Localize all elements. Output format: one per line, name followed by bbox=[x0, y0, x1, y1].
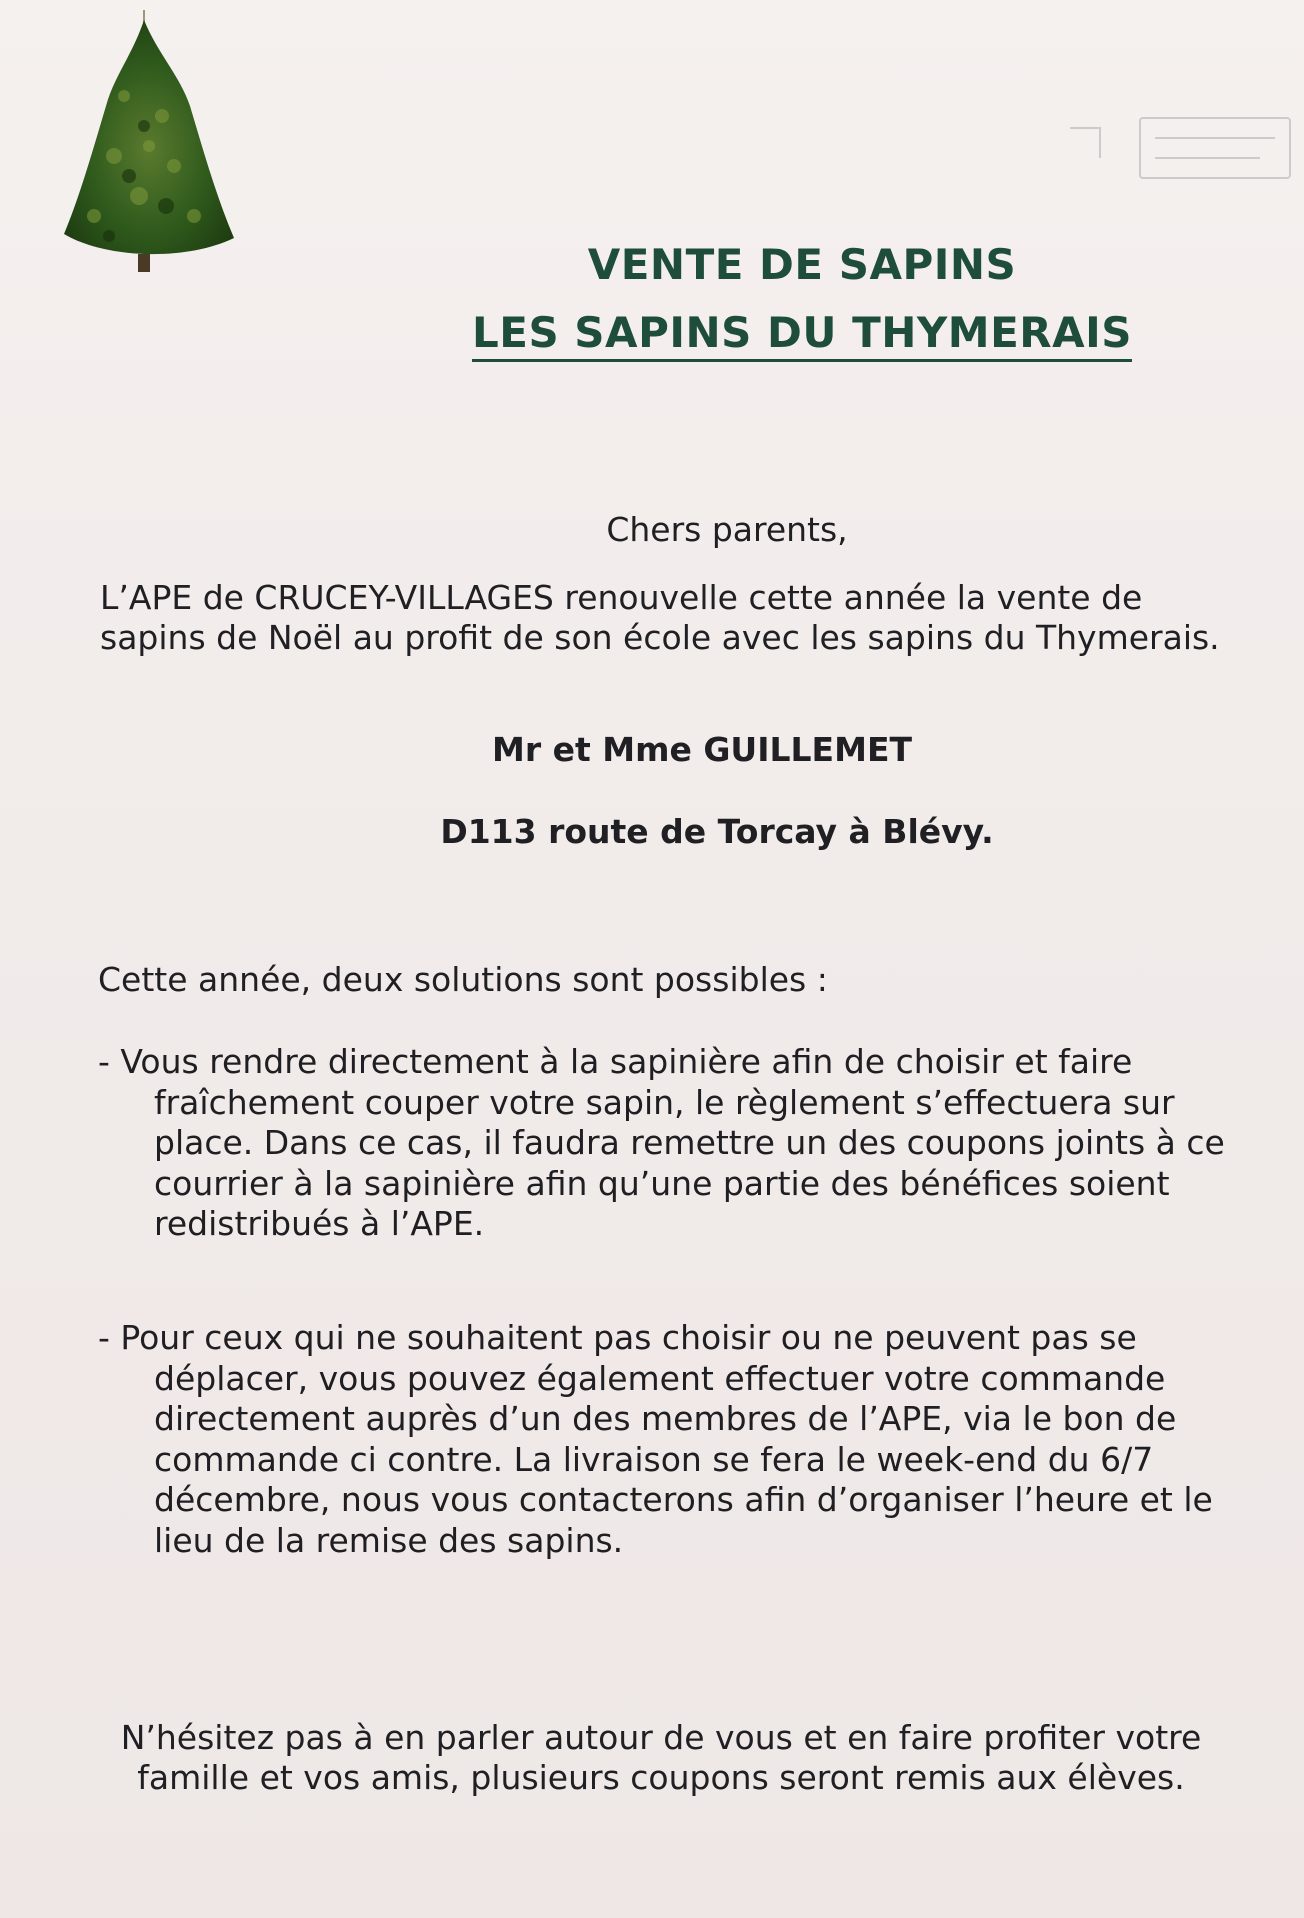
option-2 bbox=[98, 1318, 1278, 1561]
intro-paragraph bbox=[100, 578, 1300, 657]
option-2-line: déplacer, vous pouvez également effectuer votre commande bbox=[154, 1358, 1166, 1398]
intro-line: sapins de Noël au profit de son école avec les sapins du Thymerais. bbox=[100, 617, 1220, 657]
option-1-line: - Vous rendre directement à la sapinière afin de choisir et faire bbox=[98, 1042, 1133, 1081]
subtitle-text: LES SAPINS DU THYMERAIS bbox=[472, 308, 1132, 362]
farm-address: D113 route de Torcay à Blévy. bbox=[440, 812, 994, 851]
intro-line: L’APE de CRUCEY-VILLAGES renouvelle cette année la vente de bbox=[100, 578, 1143, 617]
closing-paragraph bbox=[86, 1718, 1236, 1797]
option-1-line: place. Dans ce cas, il faudra remettre un des coupons joints à ce bbox=[154, 1123, 1225, 1163]
option-1-line: fraîchement couper votre sapin, le règlement s’effectuera sur bbox=[154, 1082, 1175, 1122]
option-2-line: décembre, nous vous contacterons afin d’organiser l’heure et le bbox=[154, 1480, 1213, 1520]
option-2-line: directement auprès d’un des membres de l’APE, via le bon de bbox=[154, 1399, 1177, 1439]
greeting: Chers parents, bbox=[606, 510, 848, 549]
closing-line: famille et vos amis, plusieurs coupons seront remis aux élèves. bbox=[137, 1757, 1185, 1797]
option-2-line: commande ci contre. La livraison se fera le week-end du 6/7 bbox=[154, 1439, 1154, 1479]
page-title: VENTE DE SAPINS bbox=[587, 240, 1017, 289]
closing-line: N’hésitez pas à en parler autour de vous et en faire profiter votre bbox=[120, 1718, 1202, 1757]
option-1-line: redistribués à l’APE. bbox=[154, 1204, 485, 1244]
option-2-line: - Pour ceux qui ne souhaitent pas choisir ou ne peuvent pas se bbox=[98, 1318, 1137, 1357]
option-2-line: lieu de la remise des sapins. bbox=[154, 1520, 624, 1560]
option-1 bbox=[98, 1042, 1278, 1245]
faint-stamp-icon bbox=[1060, 98, 1300, 198]
farm-owners: Mr et Mme GUILLEMET bbox=[492, 730, 912, 769]
options-intro: Cette année, deux solutions sont possibles : bbox=[98, 960, 828, 999]
option-1-line: courrier à la sapinière afin qu’une partie des bénéfices soient bbox=[154, 1163, 1170, 1203]
page-subtitle bbox=[150, 308, 1304, 357]
